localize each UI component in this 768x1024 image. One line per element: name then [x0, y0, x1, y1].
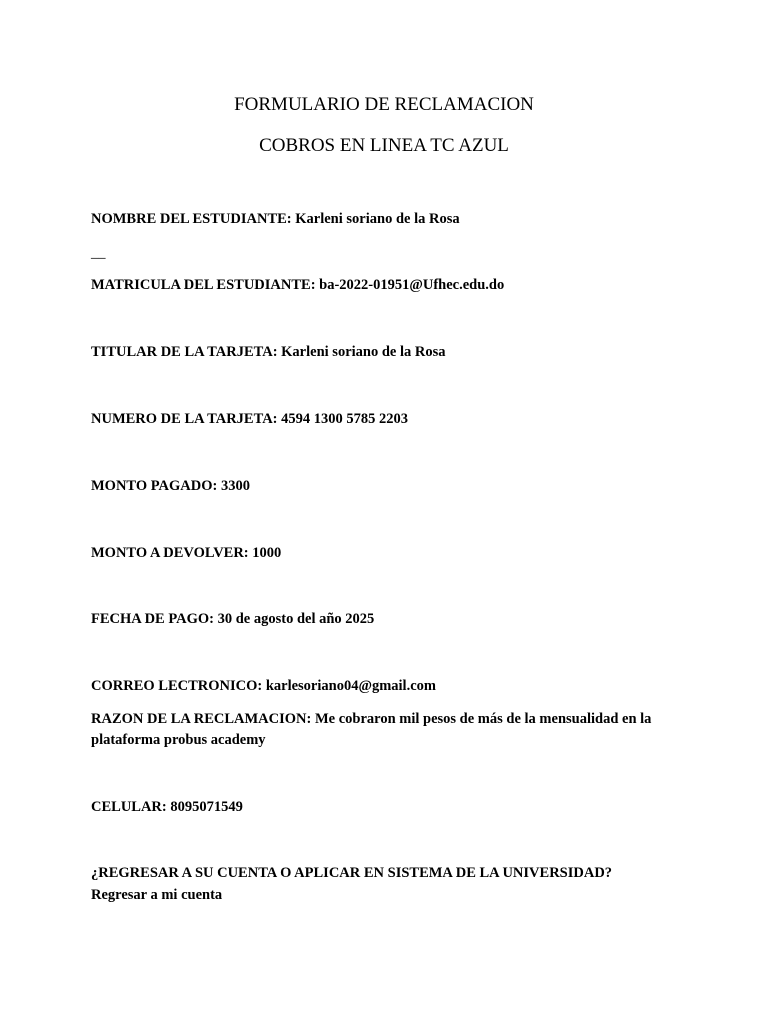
- student-id-field: MATRICULA DEL ESTUDIANTE: ba-2022-01951@Ufhec.edu.do: [91, 277, 505, 293]
- amount-paid-field: MONTO PAGADO: 3300: [91, 478, 250, 494]
- question-field: ¿REGRESAR A SU CUENTA O APLICAR EN SISTEMA DE LA UNIVERSIDAD?: [91, 865, 613, 881]
- payment-date-field: FECHA DE PAGO: 30 de agosto del año 2025: [91, 611, 375, 627]
- claim-reason-field: RAZON DE LA RECLAMACION: Me cobraron mil pesos de más de la mensualidad en la plataforma probus academy: [91, 711, 652, 748]
- separator-line: __: [91, 245, 106, 261]
- cardholder-field: TITULAR DE LA TARJETA: Karleni soriano de la Rosa: [91, 344, 446, 360]
- answer-field: Regresar a mi cuenta: [91, 887, 223, 903]
- student-name-field: NOMBRE DEL ESTUDIANTE: Karleni soriano de la Rosa: [91, 211, 460, 227]
- email-field: CORREO LECTRONICO: karlesoriano04@gmail.com: [91, 678, 436, 694]
- card-number-field: NUMERO DE LA TARJETA: 4594 1300 5785 2203: [91, 411, 409, 427]
- document-subtitle: COBROS EN LINEA TC AZUL: [259, 135, 509, 156]
- document-title: FORMULARIO DE RECLAMACION: [234, 94, 534, 115]
- phone-field: CELULAR: 8095071549: [91, 799, 243, 815]
- refund-amount-field: MONTO A DEVOLVER: 1000: [91, 545, 282, 561]
